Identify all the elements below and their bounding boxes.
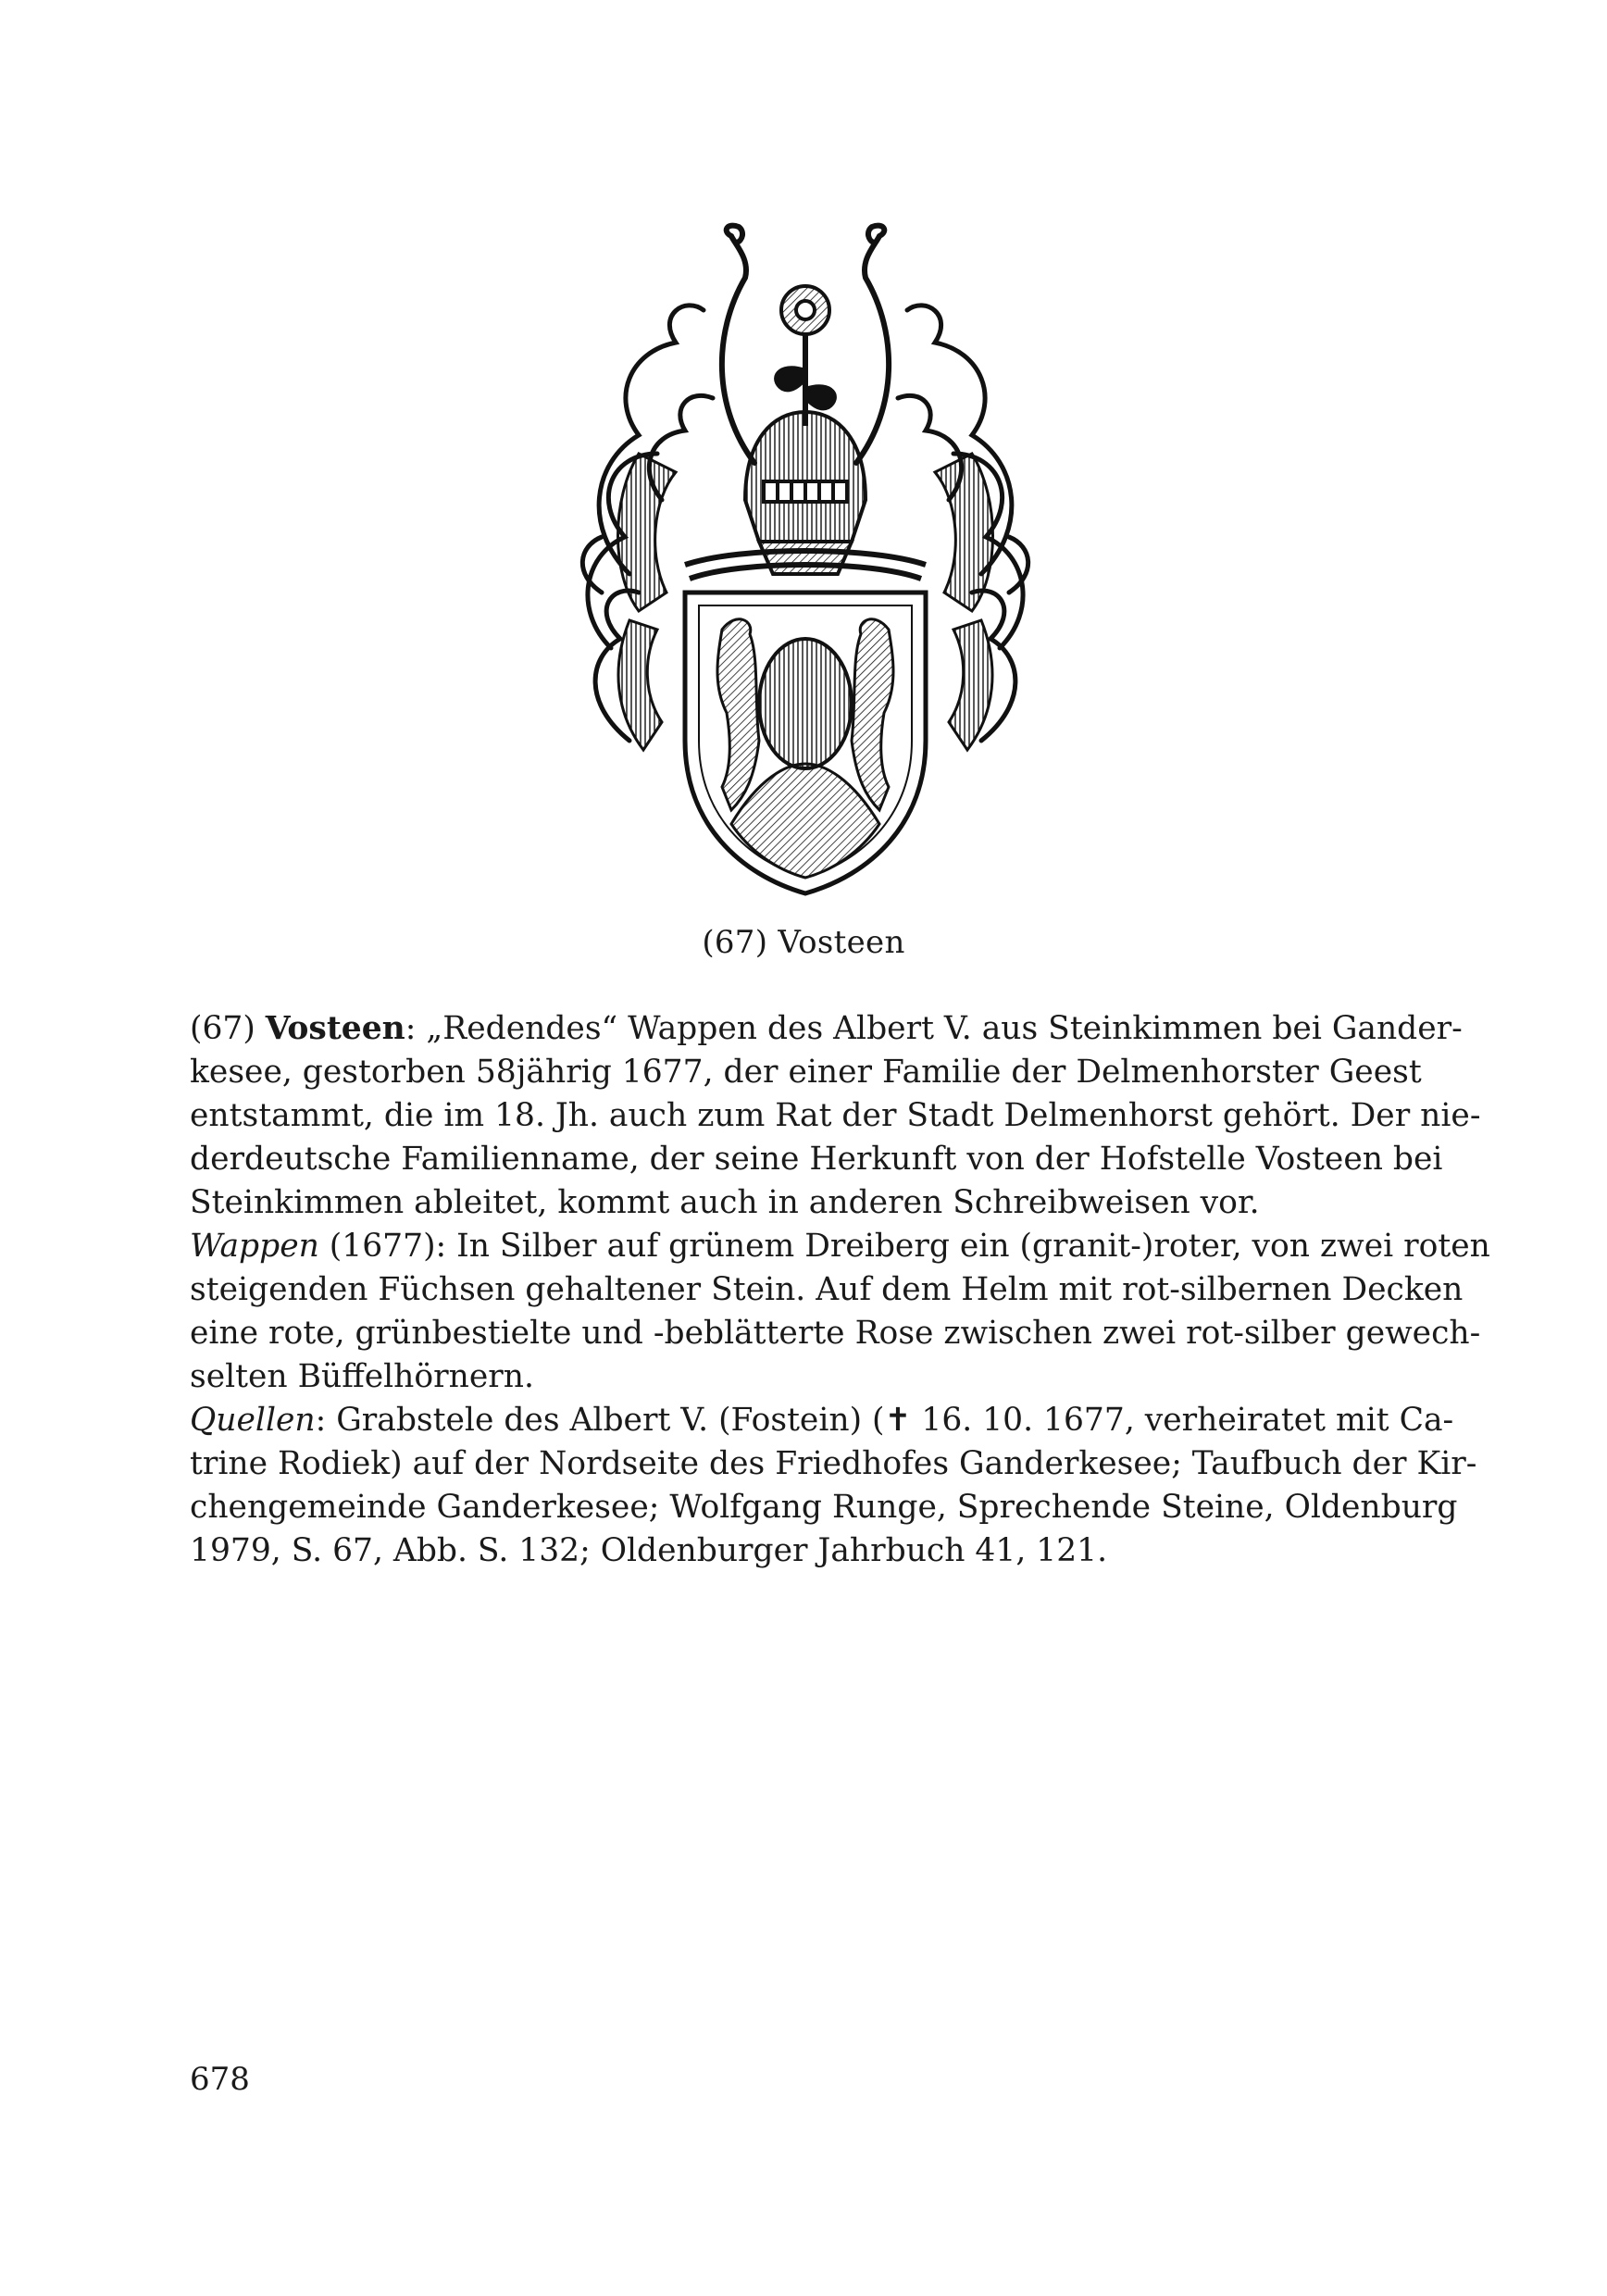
text-line: Wappen (1677): In Silber auf grünem Dreiberg ein (granit-)roter, von zwei roten: [190, 1228, 1490, 1265]
text-line: selten Büffelhörnern.: [190, 1358, 534, 1395]
text-line: derdeutsche Familienname, der seine Herkunft von der Hofstelle Vosteen bei: [190, 1141, 1443, 1178]
section-label-quellen: Quellen: [190, 1402, 316, 1439]
text-line: chengemeinde Ganderkesee; Wolfgang Runge, Sprechende Steine, Oldenburg: [190, 1489, 1458, 1526]
text-line: eine rote, grünbestielte und -beblätterte Rose zwischen zwei rot-silber gewech-: [190, 1315, 1481, 1352]
entry-text: [190, 1007, 1490, 1573]
text-line: Quellen: Grabstele des Albert V. (Fostein) (✝ 16. 10. 1677, verheiratet mit Ca-: [190, 1402, 1454, 1439]
stone: [759, 639, 852, 768]
shield: [685, 593, 926, 893]
text-line: trine Rodiek) auf der Nordseite des Friedhofes Ganderkesee; Taufbuch der Kir-: [190, 1445, 1477, 1482]
page-number: 678: [190, 2061, 250, 2098]
text-line: 1979, S. 67, Abb. S. 132; Oldenburger Jahrbuch 41, 121.: [190, 1532, 1108, 1569]
text-line: entstammt, die im 18. Jh. auch zum Rat der Stadt Delmenhorst gehört. Der nie-: [190, 1097, 1481, 1134]
section-label-wappen: Wappen: [190, 1228, 319, 1265]
rose-crest: [776, 286, 835, 426]
text-line: steigenden Füchsen gehaltener Stein. Auf dem Helm mit rot-silbernen Decken: [190, 1271, 1464, 1308]
text-line: Steinkimmen ableitet, kommt auch in anderen Schreibweisen vor.: [190, 1184, 1260, 1221]
text-line: kesee, gestorben 58jährig 1677, der einer Familie der Delmenhorster Geest: [190, 1054, 1422, 1091]
entry-heading: Vosteen: [265, 1010, 405, 1047]
text-line: (67) Vosteen: „Redendes“ Wappen des Albert V. aus Steinkimmen bei Gander-: [190, 1010, 1463, 1047]
coat-of-arms-illustration: [574, 222, 1037, 907]
figure-caption: (67) Vosteen: [702, 924, 905, 961]
